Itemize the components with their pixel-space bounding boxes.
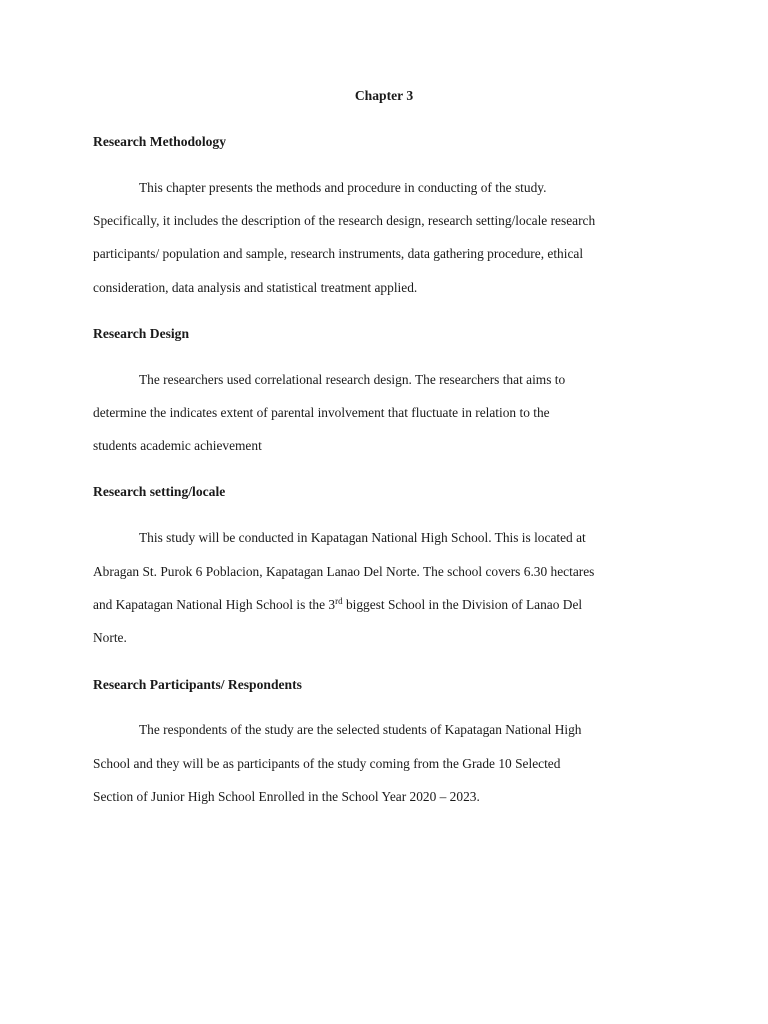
paragraph-line: Specifically, it includes the description of the research design, research setting/locale research — [93, 213, 596, 228]
line-text: biggest School in the Division of Lanao Del — [342, 597, 583, 612]
superscript-ordinal: rd — [335, 596, 343, 606]
paragraph-line: determine the indicates extent of parental involvement that fluctuate in relation to the — [93, 405, 550, 420]
section-heading-research-participants: Research Participants/ Respondents — [93, 677, 302, 692]
section-heading-research-setting: Research setting/locale — [93, 484, 226, 499]
paragraph-line: The researchers used correlational research design. The researchers that aims to — [139, 372, 566, 387]
chapter-title: Chapter 3 — [354, 88, 414, 103]
paragraph-line: This study will be conducted in Kapatagan National High School. This is located at — [139, 530, 586, 545]
section-heading-research-methodology: Research Methodology — [93, 134, 227, 149]
section-heading-research-design: Research Design — [93, 326, 190, 341]
paragraph-line: School and they will be as participants of the study coming from the Grade 10 Selected — [93, 756, 561, 771]
paragraph-line: The respondents of the study are the selected students of Kapatagan National High — [139, 722, 582, 737]
paragraph-line: This chapter presents the methods and procedure in conducting of the study. — [139, 180, 547, 195]
paragraph-line — [93, 597, 582, 613]
paragraph-line: Abragan St. Purok 6 Poblacion, Kapatagan Lanao Del Norte. The school covers 6.30 hectares — [93, 564, 595, 579]
paragraph-line: Norte. — [93, 630, 127, 645]
paragraph-line: Section of Junior High School Enrolled in the School Year 2020 – 2023. — [93, 789, 480, 804]
paragraph-line: students academic achievement — [93, 438, 262, 453]
line-text: and Kapatagan National High School is the 3 — [93, 597, 336, 612]
paragraph-line: consideration, data analysis and statistical treatment applied. — [93, 280, 418, 295]
paragraph-line: participants/ population and sample, research instruments, data gathering procedure, ethical — [93, 246, 584, 261]
